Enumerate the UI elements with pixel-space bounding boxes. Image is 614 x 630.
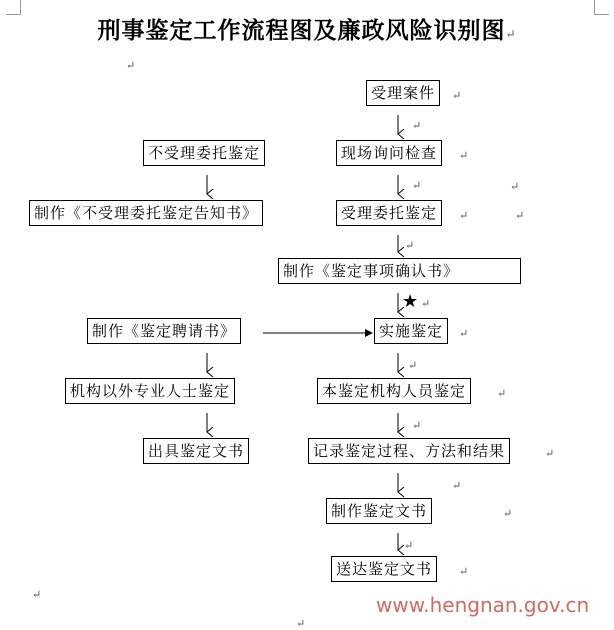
paragraph-mark: ↵	[459, 149, 469, 162]
paragraph-mark: ↵	[497, 387, 507, 400]
box-record-label: 记录鉴定过程、方法和结果	[313, 442, 506, 460]
box-reject-notice	[29, 200, 263, 226]
box-external-expert	[65, 378, 235, 404]
box-issue-doc-label: 出具鉴定文书	[148, 442, 245, 460]
box-reject	[143, 140, 265, 166]
paragraph-mark: ↵	[510, 180, 520, 193]
box-confirm-form-label: 制作《鉴定事项确认书》	[283, 262, 460, 280]
paragraph-mark: ↵	[459, 327, 469, 340]
site-watermark: www.hengnan.gov.cn	[376, 593, 590, 617]
paragraph-mark: ↵	[405, 239, 415, 252]
paragraph-mark: ↵	[32, 588, 42, 601]
page-title-text: 刑事鉴定工作流程图及廉政风险识别图	[97, 17, 506, 44]
box-accept-case	[366, 80, 440, 106]
paragraph-mark: ↵	[412, 419, 422, 432]
box-hire-letter-label: 制作《鉴定聘请书》	[92, 322, 237, 340]
box-site-inquiry	[336, 140, 442, 166]
paragraph-mark: ↵	[126, 59, 136, 72]
box-accept-commission	[336, 200, 442, 226]
paragraph-mark: ↵	[408, 359, 418, 372]
box-record	[308, 438, 510, 464]
box-staff-appraisal-label: 本鉴定机构人员鉴定	[322, 382, 467, 400]
box-external-expert-label: 机构以外专业人士鉴定	[70, 382, 231, 400]
box-deliver	[331, 556, 437, 582]
box-accept-commission-label: 受理委托鉴定	[341, 204, 438, 222]
paragraph-mark: ↵	[452, 479, 462, 492]
paragraph-mark: ↵	[459, 565, 469, 578]
box-accept-case-label: 受理案件	[371, 84, 436, 102]
box-deliver-label: 送达鉴定文书	[336, 560, 433, 578]
box-staff-appraisal	[317, 378, 471, 404]
paragraph-mark: ↵	[503, 507, 513, 520]
paragraph-mark: ↵	[452, 89, 462, 102]
box-perform-label: 实施鉴定	[379, 322, 444, 340]
box-make-doc-label: 制作鉴定文书	[331, 502, 428, 520]
paragraph-mark: ↵	[412, 119, 422, 132]
paragraph-mark: ↵	[545, 447, 555, 460]
paragraph-mark: ↵	[515, 209, 525, 222]
box-hire-letter	[87, 318, 241, 344]
box-issue-doc	[143, 438, 249, 464]
paragraph-mark: ↵	[296, 617, 306, 630]
box-site-inquiry-label: 现场询问检查	[341, 144, 438, 162]
paragraph-mark: ↵	[459, 209, 469, 222]
box-reject-label: 不受理委托鉴定	[148, 144, 261, 162]
paragraph-mark: ↵	[404, 539, 414, 552]
paragraph-mark: ↵	[412, 179, 422, 192]
paragraph-mark: ↵	[421, 297, 431, 310]
box-confirm-form	[278, 258, 521, 284]
box-make-doc	[326, 498, 432, 524]
risk-star-icon: ★	[402, 291, 419, 312]
paragraph-mark: ↵	[505, 27, 517, 41]
box-reject-notice-label: 制作《不受理委托鉴定告知书》	[34, 204, 259, 222]
box-perform	[374, 318, 448, 344]
